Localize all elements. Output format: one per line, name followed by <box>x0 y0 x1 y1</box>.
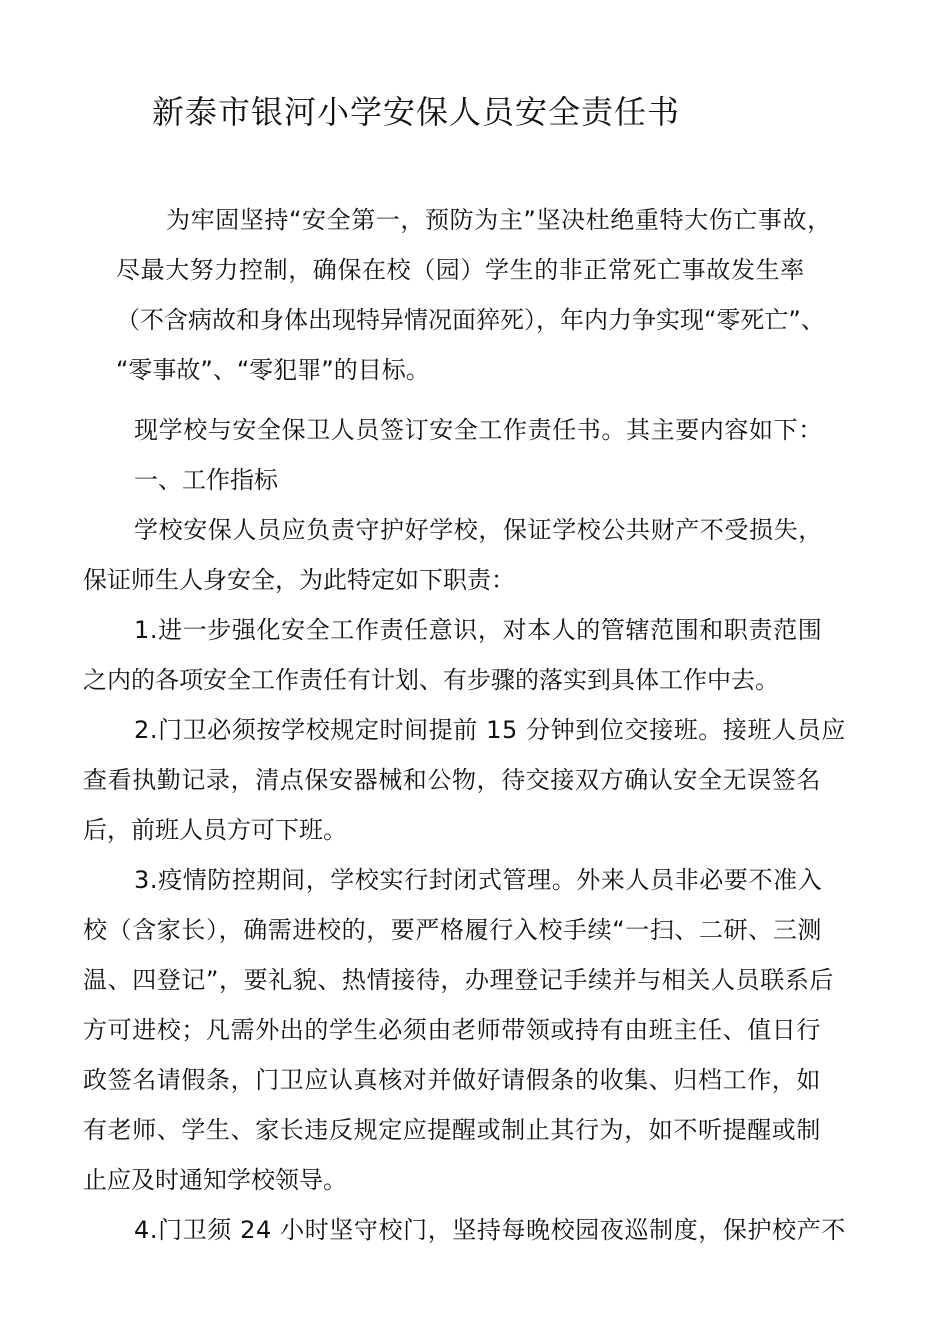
paragraph-line: 后，前班人员方可下班。 <box>83 816 347 844</box>
paragraph-line: 1.进一步强化安全工作责任意识，对本人的管辖范围和职责范围 <box>134 616 823 644</box>
paragraph-line: 学校安保人员应负责守护好学校，保证学校公共财产不受损失， <box>134 516 823 544</box>
paragraph-line: 查看执勤记录，清点保安器械和公物，待交接双方确认安全无误签名 <box>83 766 821 794</box>
document-title: 新泰市银河小学安保人员安全责任书 <box>152 93 681 131</box>
paragraph-line: 温、四登记”，要礼貌、热情接待，办理登记手续并与相关人员联系后 <box>83 966 835 994</box>
paragraph-line: 2.门卫必须按学校规定时间提前 15 分钟到位交接班。接班人员应 <box>134 716 846 744</box>
section-heading: 一、工作指标 <box>134 466 278 494</box>
paragraph-line: 为牢固坚持“安全第一，预防为主”坚决杜绝重特大伤亡事故， <box>166 206 832 234</box>
paragraph-line: 有老师、学生、家长违反规定应提醒或制止其行为，如不听提醒或制 <box>83 1116 821 1144</box>
paragraph-line: 之内的各项安全工作责任有计划、有步骤的落实到具体工作中去。 <box>83 666 779 694</box>
paragraph-line: 政签名请假条，门卫应认真核对并做好请假条的收集、归档工作，如 <box>83 1066 821 1094</box>
paragraph-line: 校（含家长），确需进校的，要严格履行入校手续“一扫、二研、三测 <box>83 916 823 944</box>
paragraph-line: 方可进校；凡需外出的学生必须由老师带领或持有由班主任、值日行 <box>83 1016 821 1044</box>
paragraph-line: （不含病故和身体出现特异情况面猝死），年内力争实现“零死亡”、 <box>116 306 825 334</box>
paragraph-line: 现学校与安全保卫人员签订安全工作责任书。其主要内容如下： <box>134 416 823 444</box>
paragraph-line: 止应及时通知学校领导。 <box>83 1166 347 1194</box>
paragraph-line: 尽最大努力控制，确保在校（园）学生的非正常死亡事故发生率 <box>116 256 805 284</box>
paragraph-line: 保证师生人身安全，为此特定如下职责： <box>83 566 515 594</box>
paragraph-line: 4.门卫须 24 小时坚守校门，坚持每晚校园夜巡制度，保护校产不 <box>134 1216 846 1244</box>
paragraph-line: “零事故”、“零犯罪”的目标。 <box>116 356 430 384</box>
paragraph-line: 3.疫情防控期间，学校实行封闭式管理。外来人员非必要不准入 <box>134 866 823 894</box>
